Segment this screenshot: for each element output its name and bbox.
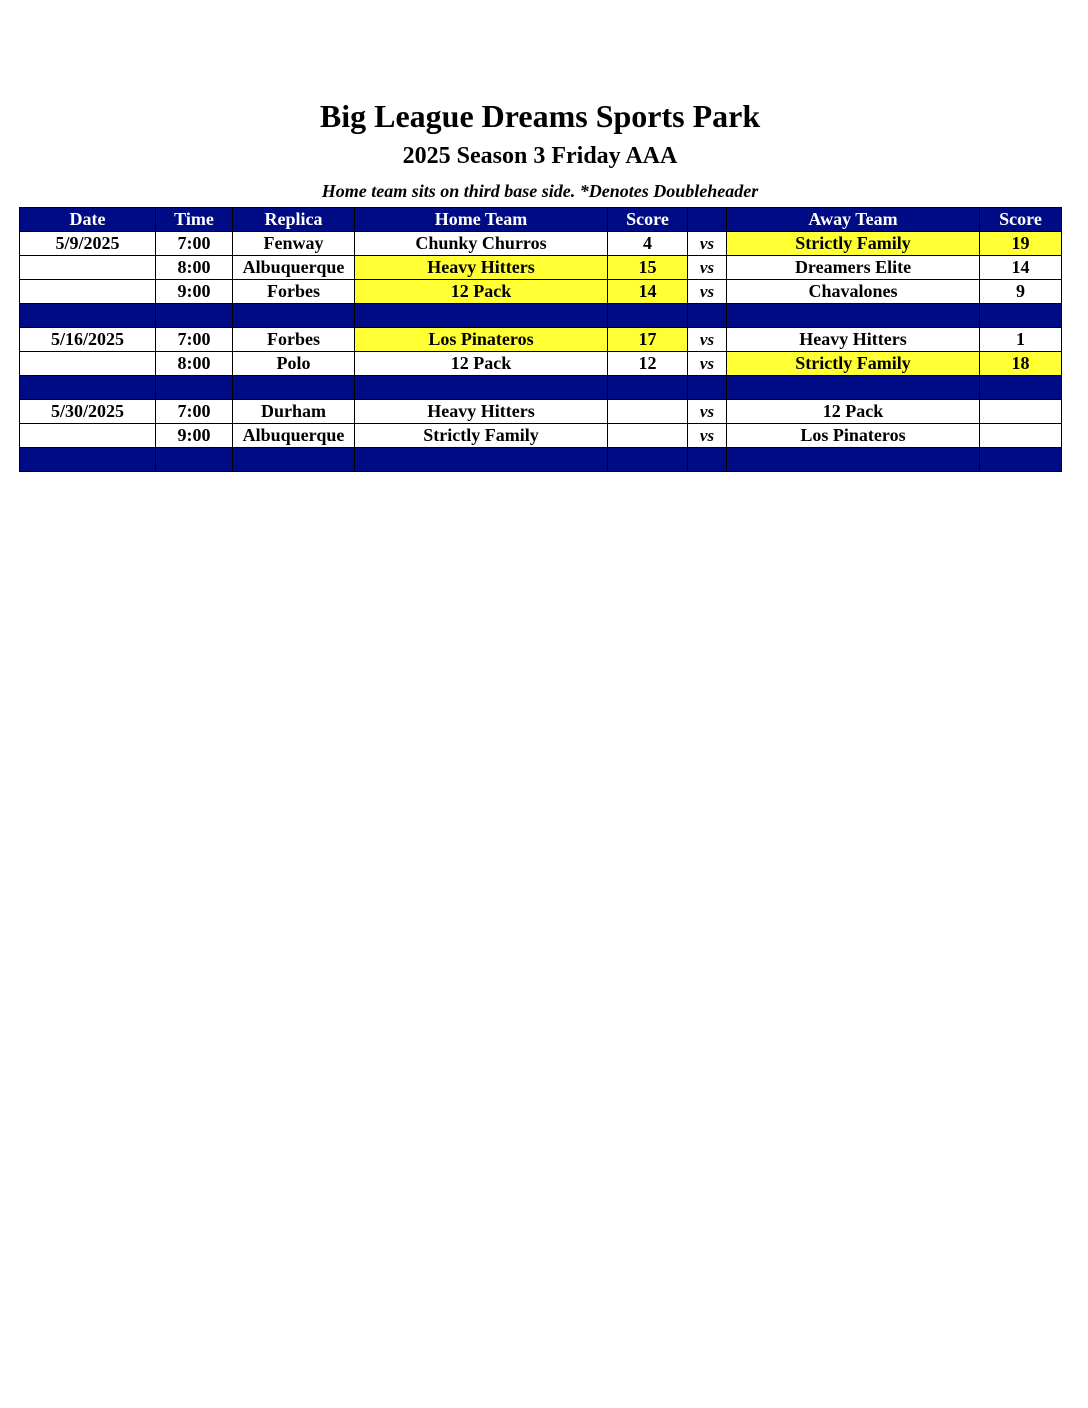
col-header-date: Date: [20, 208, 156, 232]
cell-time: 8:00: [156, 352, 233, 376]
cell-away-team: Strictly Family: [727, 232, 980, 256]
cell-home-score: 4: [608, 232, 688, 256]
cell-home-score: 15: [608, 256, 688, 280]
cell-time: 9:00: [156, 424, 233, 448]
cell-away-score: [980, 400, 1062, 424]
separator-row: [20, 304, 1062, 328]
cell-home-team: Heavy Hitters: [355, 400, 608, 424]
cell-date: 5/9/2025: [20, 232, 156, 256]
cell-home-team: 12 Pack: [355, 352, 608, 376]
cell-away-score: 19: [980, 232, 1062, 256]
cell-date: 5/30/2025: [20, 400, 156, 424]
cell-home-score: [608, 400, 688, 424]
cell-time: 9:00: [156, 280, 233, 304]
cell-replica: Fenway: [233, 232, 355, 256]
col-header-home-team: Home Team: [355, 208, 608, 232]
cell-time: 7:00: [156, 232, 233, 256]
cell-vs: vs: [688, 352, 727, 376]
table-row: [20, 424, 1062, 448]
cell-away-score: 14: [980, 256, 1062, 280]
table-row: [20, 232, 1062, 256]
table-row: [20, 328, 1062, 352]
col-header-away-team: Away Team: [727, 208, 980, 232]
col-header-away-score: Score: [980, 208, 1062, 232]
cell-time: 7:00: [156, 400, 233, 424]
cell-replica: Albuquerque: [233, 256, 355, 280]
cell-away-score: 18: [980, 352, 1062, 376]
table-row: [20, 352, 1062, 376]
cell-away-team: Strictly Family: [727, 352, 980, 376]
cell-replica: Polo: [233, 352, 355, 376]
cell-away-team: Heavy Hitters: [727, 328, 980, 352]
cell-replica: Forbes: [233, 328, 355, 352]
col-header-time: Time: [156, 208, 233, 232]
cell-vs: vs: [688, 400, 727, 424]
cell-vs: vs: [688, 232, 727, 256]
col-header-replica: Replica: [233, 208, 355, 232]
cell-away-score: [980, 424, 1062, 448]
cell-vs: vs: [688, 280, 727, 304]
col-header-vs: [688, 208, 727, 232]
cell-away-team: Dreamers Elite: [727, 256, 980, 280]
cell-replica: Durham: [233, 400, 355, 424]
cell-replica: Forbes: [233, 280, 355, 304]
separator-row: [20, 376, 1062, 400]
cell-date: 5/16/2025: [20, 328, 156, 352]
cell-vs: vs: [688, 256, 727, 280]
cell-date: [20, 280, 156, 304]
doubleheader-note: Home team sits on third base side. *Denotes Doubleheader: [321, 181, 759, 201]
page-subtitle: 2025 Season 3 Friday AAA: [402, 143, 678, 169]
table-row: [20, 256, 1062, 280]
cell-time: 8:00: [156, 256, 233, 280]
table-row: [20, 400, 1062, 424]
cell-away-team: 12 Pack: [727, 400, 980, 424]
cell-home-score: 12: [608, 352, 688, 376]
cell-home-team: Los Pinateros: [355, 328, 608, 352]
cell-date: [20, 424, 156, 448]
cell-away-score: 9: [980, 280, 1062, 304]
cell-home-team: Heavy Hitters: [355, 256, 608, 280]
cell-time: 7:00: [156, 328, 233, 352]
cell-away-team: Los Pinateros: [727, 424, 980, 448]
cell-home-team: Strictly Family: [355, 424, 608, 448]
cell-home-score: [608, 424, 688, 448]
page-title: Big League Dreams Sports Park: [319, 98, 761, 134]
schedule-table: [19, 207, 1062, 472]
separator-row: [20, 448, 1062, 472]
col-header-home-score: Score: [608, 208, 688, 232]
cell-vs: vs: [688, 424, 727, 448]
table-header-row: [20, 208, 1062, 232]
cell-home-score: 17: [608, 328, 688, 352]
cell-date: [20, 256, 156, 280]
cell-vs: vs: [688, 328, 727, 352]
cell-home-team: Chunky Churros: [355, 232, 608, 256]
table-row: [20, 280, 1062, 304]
cell-home-team: 12 Pack: [355, 280, 608, 304]
cell-away-score: 1: [980, 328, 1062, 352]
cell-home-score: 14: [608, 280, 688, 304]
cell-away-team: Chavalones: [727, 280, 980, 304]
cell-date: [20, 352, 156, 376]
cell-replica: Albuquerque: [233, 424, 355, 448]
